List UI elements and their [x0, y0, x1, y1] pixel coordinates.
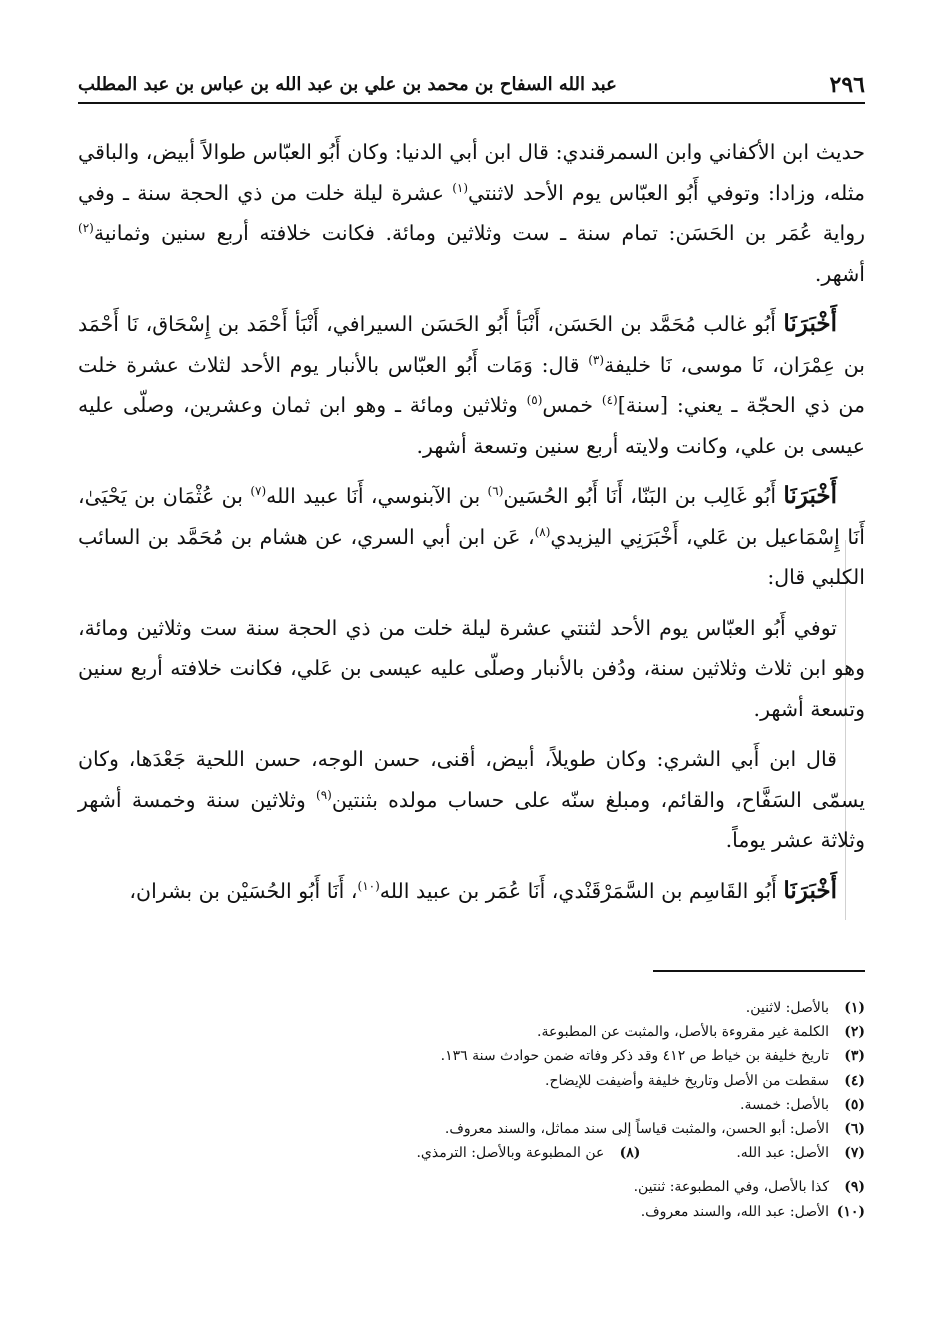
footnote-text: بالأصل: لاثنين.: [745, 1000, 829, 1016]
text-run: أَبُو القَاسِم بن السَّمَرْقَنْدي، أَنَا عُمَر بن عبيد الله: [379, 878, 784, 903]
text-run: وثلاثين سنة وخمسة أشهر وثلاثة عشر يوماً.: [78, 787, 865, 852]
footnote-number: (١٠): [836, 1203, 865, 1220]
footnote-10: [78, 1200, 865, 1224]
footnote-ref-1[interactable]: (١): [452, 180, 469, 195]
footnote-8: [416, 1141, 640, 1165]
text-run: قال ابن أَبي الشري: وكان طويلاً، أبيض، أقنى، حسن الوجه، حسن اللحية جَعْدَها، وكان يسمّى السَفَّاح، والقائم، ومبلغ سنّه على حساب مولده بثنتين: [78, 747, 866, 812]
footnote-number: (٤): [844, 1072, 865, 1089]
main-text: [78, 132, 865, 921]
footnote-1: [78, 996, 865, 1020]
text-run: خمس: [542, 393, 602, 417]
footnote-ref-4[interactable]: (٤): [601, 393, 618, 408]
footnote-ref-9[interactable]: (٩): [316, 787, 332, 802]
paragraph-3: [78, 476, 865, 598]
paragraph-5: [78, 739, 865, 861]
text-run: ، عَن ابن أبي السري، عن هشام بن مُحَمَّد بن السائب الكلبي قال:: [78, 524, 865, 589]
footnote-text: الأصل: عبد الله.: [736, 1145, 829, 1162]
footnote-text: الكلمة غير مقروءة بالأصل، والمثبت عن المطبوعة.: [537, 1024, 829, 1041]
footnote-number: (٥): [844, 1096, 865, 1113]
footnote-6: [78, 1117, 865, 1141]
footnote-text: الأصل: أبو الحسن، والمثبت قياساً إلى سند مماثل، والسند معروف.: [444, 1121, 829, 1138]
footnote-number: (٧): [844, 1145, 865, 1162]
footnote-ref-8[interactable]: (٨): [534, 524, 551, 539]
text-run: بن الآبنوسي، أَنَا عبيد الله: [266, 484, 488, 508]
footnote-ref-6[interactable]: (٦): [487, 484, 504, 499]
footnotes: [78, 996, 865, 1224]
footnote-9: [78, 1175, 865, 1199]
isnad-lead: أَخْبَرَنَا: [783, 310, 837, 337]
footnote-text: بالأصل: خمسة.: [740, 1096, 829, 1113]
paragraph-6: [78, 871, 865, 912]
isnad-lead: أَخْبَرَنَا: [783, 876, 837, 904]
footnote-separator: [653, 970, 865, 972]
footnote-text: عن المطبوعة وبالأصل: الترمذي.: [416, 1145, 605, 1162]
footnote-number: (٩): [844, 1179, 865, 1196]
footnote-text: سقطت من الأصل وتاريخ خليفة وأضيفت للإيضاح.: [545, 1072, 829, 1089]
footnote-4: [78, 1069, 865, 1093]
isnad-lead: أَخْبَرَنَا: [783, 482, 837, 509]
text-run: بن عُثْمَان بن يَحْيَىٰ، أَنَا إِسْمَاعيل بن عَلي، أَخْبَرَنِي اليزيدي: [78, 484, 865, 549]
text-run: توفي أَبُو العبّاس يوم الأحد لثنتي عشرة ليلة خلت من ذي الحجة سنة ست وثلاثين ومائة، وهو ابن ثلاث وثلاثين سنة، ودُفن بالأنبار وصلّى عليه عيسى بن عَلي، فكانت خلافته أربع سنين وتسعة أشهر.: [78, 615, 865, 721]
paragraph-1: [78, 132, 865, 294]
footnote-5: [78, 1093, 865, 1117]
footnote-gap: [78, 1165, 865, 1175]
footnote-text: كذا بالأصل، وفي المطبوعة: ثنتين.: [633, 1179, 829, 1196]
page-header: [78, 66, 865, 104]
page-number: ٢٩٦: [829, 72, 865, 98]
footnote-ref-2[interactable]: (٢): [78, 221, 94, 236]
footnote-7: [736, 1141, 865, 1165]
footnote-3: [78, 1044, 865, 1068]
footnote-number: (١): [844, 1000, 865, 1016]
text-run: حديث ابن الأكفاني وابن السمرقندي: قال ابن أبي الدنيا: وكان أَبُو العبّاس طوالاً أبيض، والباقي مثله، وزادا: وتوفي أَبُو العبّاس يوم الأحد لاثنتي: [78, 140, 865, 205]
text-run: أَبُو غالب مُحَمَّد بن الحَسَن، أَنْبَأ أَبُو الحَسَن السيرافي، أَنْبَأ أَحْمَد بن إِسْحَاق، نَا أَحْمَد بن عِمْرَان، نَا موسى، نَا خليفة: [78, 312, 866, 377]
paragraph-4: [78, 608, 865, 730]
footnote-row-7-8: [78, 1141, 865, 1165]
footnote-ref-5[interactable]: (٥): [526, 393, 543, 408]
text-run: ، أَنَا أَبُو الحُسَيْن بن بشران،: [129, 878, 358, 903]
footnote-text: تاريخ خليفة بن خياط ص ٤١٢ وقد ذكر وفاته ضمن حوادث سنة ١٣٦.: [440, 1048, 829, 1065]
footnote-number: (٣): [844, 1048, 865, 1065]
paragraph-2: [78, 304, 865, 466]
footnote-ref-7[interactable]: (٧): [250, 484, 267, 499]
text-run: أَبُو غَالِب بن البَنّا، أَنَا أَبُو الحُسَين: [503, 484, 784, 508]
text-run: عشرة ليلة خلت من ذي الحجة سنة ـ وفي رواية عُمَر بن الحَسَن: تمام سنة ـ ست وثلاثين ومائة. فكانت خلافته أربع سنين وثمانية: [78, 180, 865, 245]
footnote-2: [78, 1020, 865, 1044]
text-run: قال: وَمَات أَبُو العبّاس بالأنبار يوم الأحد لثلاث عشرة خلت من ذي الحجّة ـ يعني: [سنة]: [78, 352, 865, 417]
text-run: وثلاثين ومائة ـ وهو ابن ثمان وعشرين، وصلّى عليه عيسى بن علي، وكانت ولايته أربع سنين وتسعة أشهر.: [78, 393, 865, 458]
running-title: عبد الله السفاح بن محمد بن علي بن عبد الله بن عباس بن عبد المطلب: [78, 74, 617, 95]
text-run: أشهر.: [814, 261, 865, 286]
footnote-ref-10[interactable]: (١٠): [357, 878, 380, 893]
footnote-text: الأصل: عبد الله، والسند معروف.: [640, 1203, 829, 1220]
footnote-ref-3[interactable]: (٣): [588, 352, 605, 367]
footnote-number: (٨): [619, 1145, 641, 1162]
footnote-number: (٦): [844, 1121, 865, 1138]
footnote-number: (٢): [844, 1024, 865, 1041]
